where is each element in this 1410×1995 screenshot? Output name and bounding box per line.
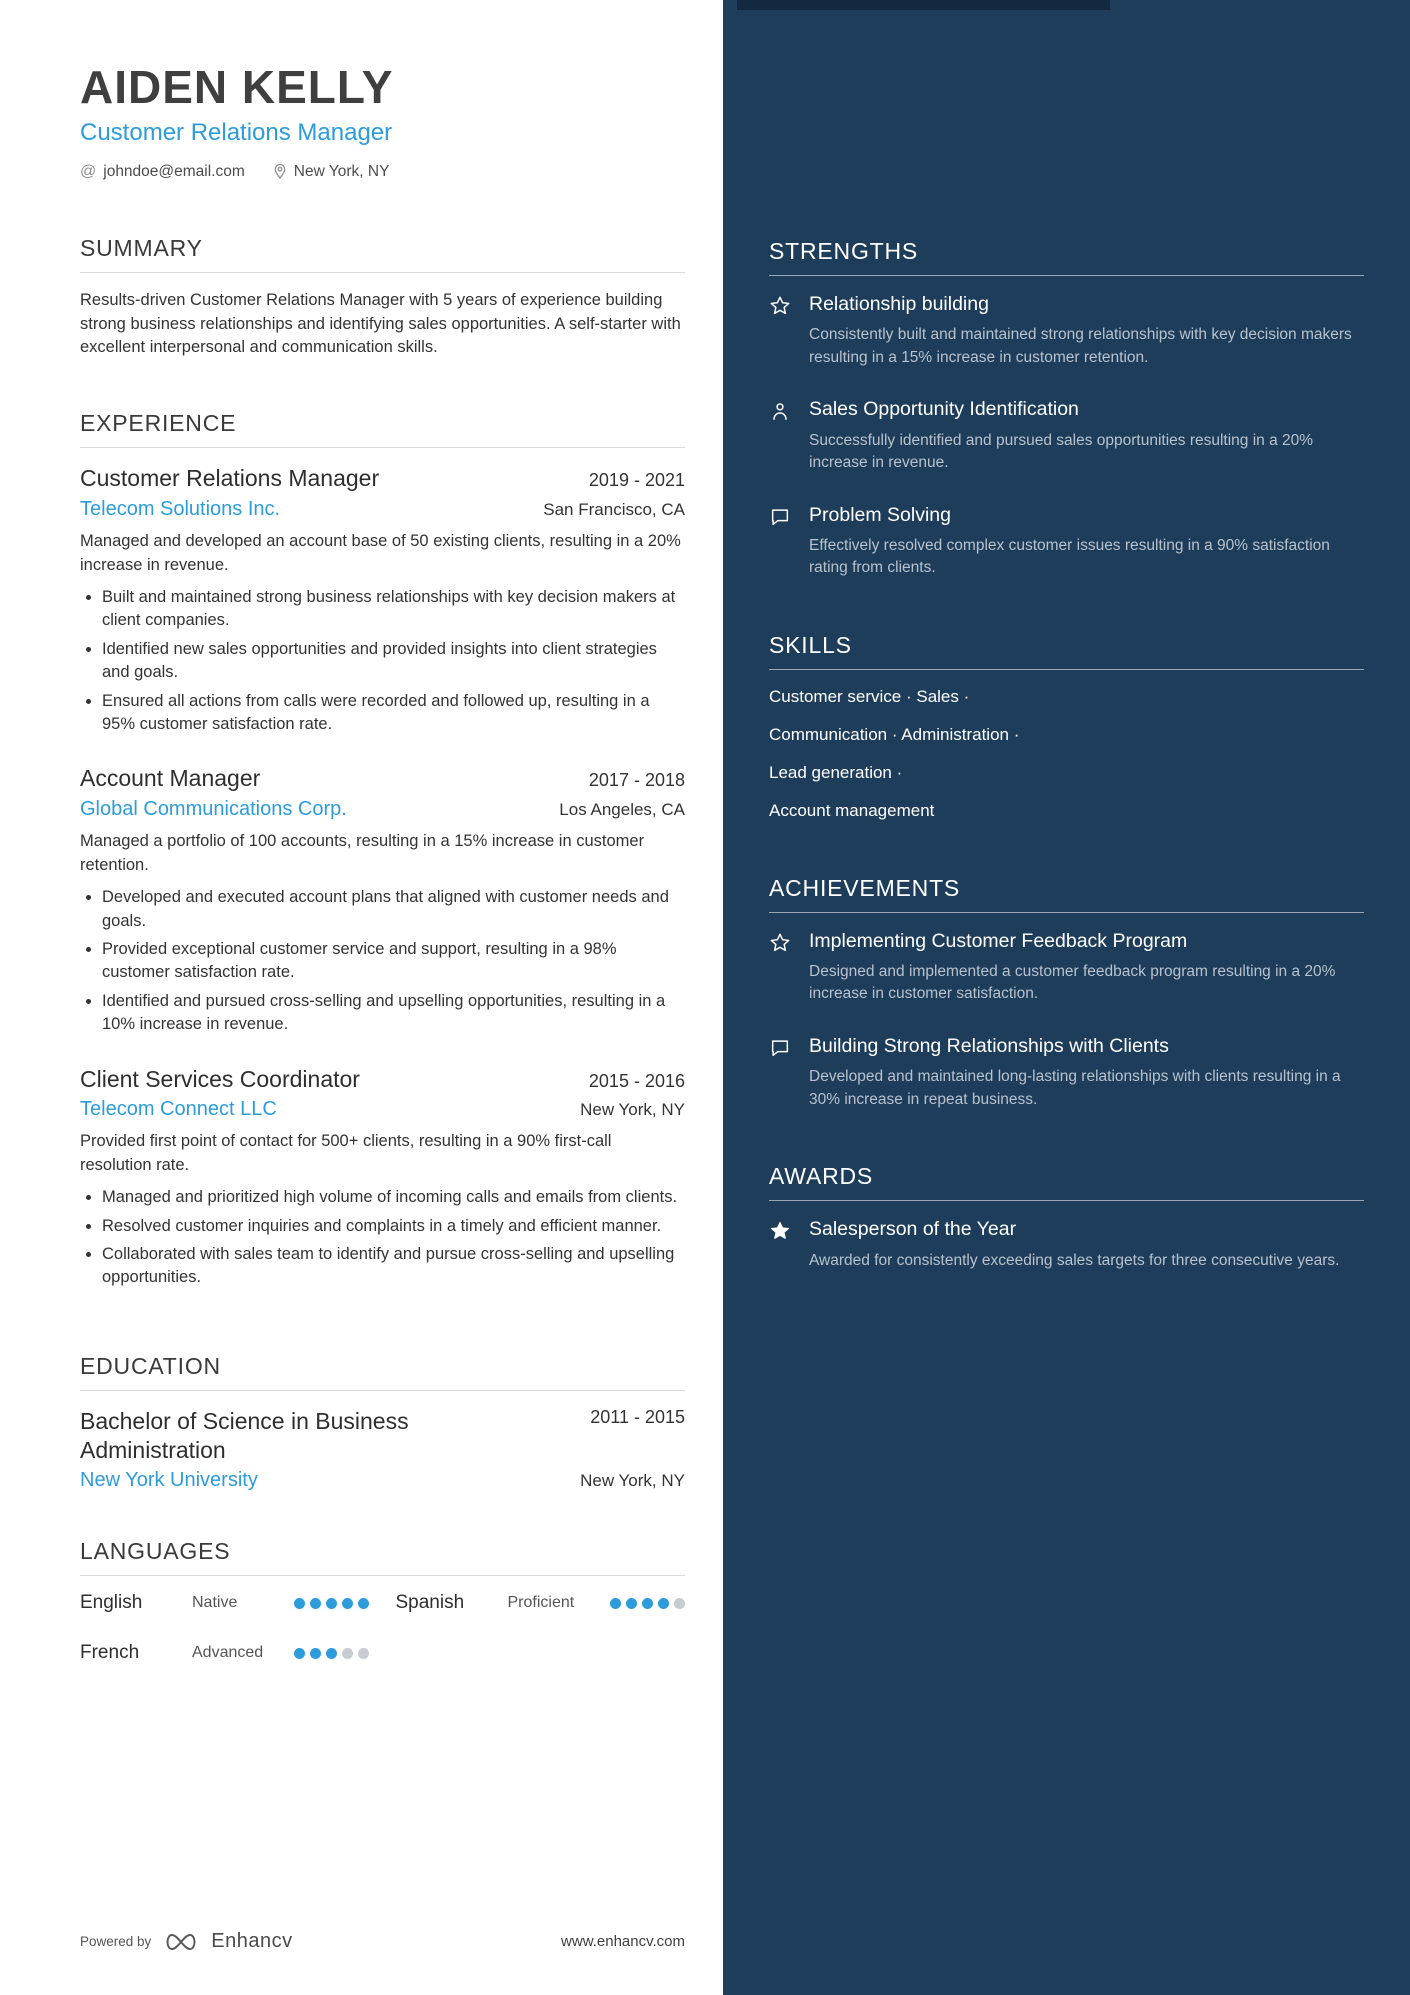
language-rating — [294, 1598, 369, 1609]
school-link[interactable]: New York University — [80, 1469, 258, 1492]
languages-section — [80, 1538, 685, 1664]
achievements-heading: ACHIEVEMENTS — [769, 875, 1364, 913]
job-dates: 2017 - 2018 — [588, 770, 685, 791]
experience-section — [80, 410, 685, 1295]
job-bullet: • Ensured all actions from calls were recorded and followed up, resulting in a 95% customer satisfaction rate. — [102, 690, 685, 737]
language-level: Native — [192, 1594, 238, 1612]
job-bullets — [80, 886, 685, 1037]
job-bullets — [80, 1186, 685, 1290]
achievement-title: Implementing Customer Feedback Program — [809, 929, 1188, 952]
star-outline-icon — [769, 292, 795, 369]
rating-dot-filled — [294, 1648, 305, 1659]
education-heading: EDUCATION — [80, 1353, 685, 1391]
job-bullet: • Managed and prioritized high volume of incoming calls and emails from clients. — [102, 1186, 685, 1209]
award-title: Salesperson of the Year — [809, 1218, 1017, 1241]
experience-item — [80, 764, 685, 1036]
achievement-item — [769, 929, 1364, 1006]
experience-item — [80, 1065, 685, 1290]
strength-text: Consistently built and maintained strong relationships with key decision makers resulting in a 15% increase in customer retention. — [809, 326, 1352, 366]
powered-by-label: Powered by — [80, 1934, 152, 1949]
job-bullet: • Identified new sales opportunities and provided insights into client strategies and goals. — [102, 638, 685, 685]
skills-list — [769, 686, 1364, 823]
experience-item — [80, 464, 685, 736]
rating-dot-filled — [610, 1598, 621, 1609]
rating-dot-empty — [358, 1648, 369, 1659]
job-bullet: • Identified and pursued cross-selling and upselling opportunities, resulting in a 10% increase in revenue. — [102, 990, 685, 1037]
job-bullet: • Collaborated with sales team to identify and pursue cross-selling and upselling opportunities. — [102, 1243, 685, 1290]
summary-heading: SUMMARY — [80, 235, 685, 273]
company-link[interactable]: Telecom Solutions Inc. — [80, 498, 281, 521]
languages-grid — [80, 1592, 685, 1664]
summary-section — [80, 235, 685, 361]
job-dates: 2019 - 2021 — [588, 470, 685, 491]
person-badge-icon — [769, 397, 795, 474]
rating-dot-filled — [310, 1598, 321, 1609]
degree-title: Bachelor of Science in Business Administration — [80, 1407, 409, 1463]
summary-text: Results-driven Customer Relations Manager with 5 years of experience building strong business relationships and identifying sales opportunities. A self-starter with excellent interpersonal and communication skills. — [80, 290, 681, 357]
strength-text: Effectively resolved complex customer issues resulting in a 90% satisfaction rating from clients. — [809, 536, 1330, 577]
job-title: Customer Relations Manager — [80, 465, 380, 492]
enhancv-logo-icon — [163, 1931, 199, 1953]
education-dates: 2011 - 2015 — [590, 1406, 685, 1427]
rating-dot-empty — [342, 1648, 353, 1659]
achievement-title: Building Strong Relationships with Clients — [809, 1034, 1169, 1057]
job-description: Provided first point of contact for 500+ clients, resulting in a 90% first-call resolution rate. — [80, 1132, 612, 1175]
sidebar-top-strip — [737, 0, 1110, 10]
job-title: Client Services Coordinator — [80, 1065, 360, 1092]
skill-line: Customer service · Sales · — [769, 686, 970, 706]
rating-dot-filled — [658, 1598, 669, 1609]
rating-dot-filled — [294, 1598, 305, 1609]
location-pin-icon — [273, 163, 287, 180]
strength-title: Problem Solving — [809, 503, 951, 526]
candidate-title: Customer Relations Manager — [80, 118, 393, 146]
job-bullet: • Provided exceptional customer service and support, resulting in a 98% customer satisfaction rate. — [102, 938, 685, 985]
strength-title: Sales Opportunity Identification — [809, 398, 1079, 421]
email-text[interactable]: johndoe@email.com — [103, 162, 245, 180]
awards-heading: AWARDS — [769, 1163, 1364, 1201]
sidebar — [723, 0, 1410, 1995]
job-bullet: • Resolved customer inquiries and complaints in a timely and efficient manner. — [102, 1215, 685, 1238]
rating-dot-filled — [310, 1648, 321, 1659]
footer — [80, 1900, 685, 1953]
language-item — [80, 1642, 370, 1664]
candidate-name: AIDEN KELLY — [80, 61, 394, 113]
skills-heading: SKILLS — [769, 632, 1364, 670]
award-text: Awarded for consistently exceeding sales targets for three consecutive years. — [809, 1251, 1340, 1269]
star-filled-icon — [769, 1217, 795, 1272]
job-location: San Francisco, CA — [543, 500, 685, 520]
strength-item — [769, 503, 1364, 580]
strength-item — [769, 292, 1364, 369]
achievement-text: Developed and maintained long-lasting relationships with clients resulting in a 30% increase in repeat business. — [809, 1068, 1341, 1108]
job-description: Managed and developed an account base of 50 existing clients, resulting in a 20% increase in revenue. — [80, 532, 681, 575]
skill-line: Communication · Administration · — [769, 724, 1020, 744]
contact-row — [80, 163, 685, 181]
job-bullets — [80, 586, 685, 737]
language-rating — [610, 1598, 685, 1609]
rating-dot-empty — [674, 1598, 685, 1609]
location-text: New York, NY — [293, 162, 390, 180]
award-item — [769, 1217, 1364, 1272]
brand-name: Enhancv — [211, 1930, 293, 1952]
rating-dot-filled — [326, 1648, 337, 1659]
powered-by — [80, 1930, 293, 1953]
contact-location — [273, 163, 390, 181]
job-bullet: • Developed and executed account plans that aligned with customer needs and goals. — [102, 886, 685, 933]
rating-dot-filled — [326, 1598, 337, 1609]
job-dates: 2015 - 2016 — [588, 1070, 685, 1091]
job-title: Account Manager — [80, 765, 261, 792]
speech-bubble-icon — [769, 503, 795, 580]
speech-bubble-icon — [769, 1034, 795, 1111]
achievement-item — [769, 1034, 1364, 1111]
job-location: New York, NY — [580, 1100, 685, 1120]
star-outline-icon — [769, 929, 795, 1006]
job-bullet: • Built and maintained strong business relationships with key decision makers at client companies. — [102, 586, 685, 633]
job-location: Los Angeles, CA — [559, 800, 685, 820]
company-link[interactable]: Global Communications Corp. — [80, 798, 347, 821]
language-name: Spanish — [395, 1592, 465, 1614]
strength-item — [769, 397, 1364, 474]
strength-title: Relationship building — [809, 293, 989, 315]
strengths-heading: STRENGTHS — [769, 238, 1364, 276]
rating-dot-filled — [626, 1598, 637, 1609]
achievement-text: Designed and implemented a customer feedback program resulting in a 20% increase in customer satisfaction. — [809, 962, 1336, 1003]
language-level: Proficient — [507, 1594, 575, 1612]
job-description: Managed a portfolio of 100 accounts, resulting in a 15% increase in customer retention. — [80, 832, 645, 875]
rating-dot-filled — [342, 1598, 353, 1609]
experience-heading: EXPERIENCE — [80, 410, 685, 448]
rating-dot-filled — [642, 1598, 653, 1609]
rating-dot-filled — [358, 1598, 369, 1609]
footer-site-link[interactable]: www.enhancv.com — [561, 1933, 685, 1950]
education-location: New York, NY — [580, 1471, 685, 1491]
language-item — [396, 1592, 686, 1614]
header — [80, 62, 685, 181]
languages-heading: LANGUAGES — [80, 1538, 685, 1576]
language-level: Advanced — [192, 1644, 264, 1662]
company-link[interactable]: Telecom Connect LLC — [80, 1098, 277, 1121]
skill-line: Account management — [769, 800, 935, 820]
language-item — [80, 1592, 370, 1614]
contact-email[interactable] — [80, 163, 245, 181]
language-name: English — [80, 1592, 143, 1614]
language-rating — [294, 1648, 369, 1659]
education-section — [80, 1353, 685, 1493]
language-name: French — [80, 1642, 140, 1664]
skill-line: Lead generation · — [769, 762, 903, 782]
strength-text: Successfully identified and pursued sales opportunities resulting in a 20% increase in revenue. — [809, 431, 1314, 472]
email-icon: @ — [80, 162, 97, 180]
